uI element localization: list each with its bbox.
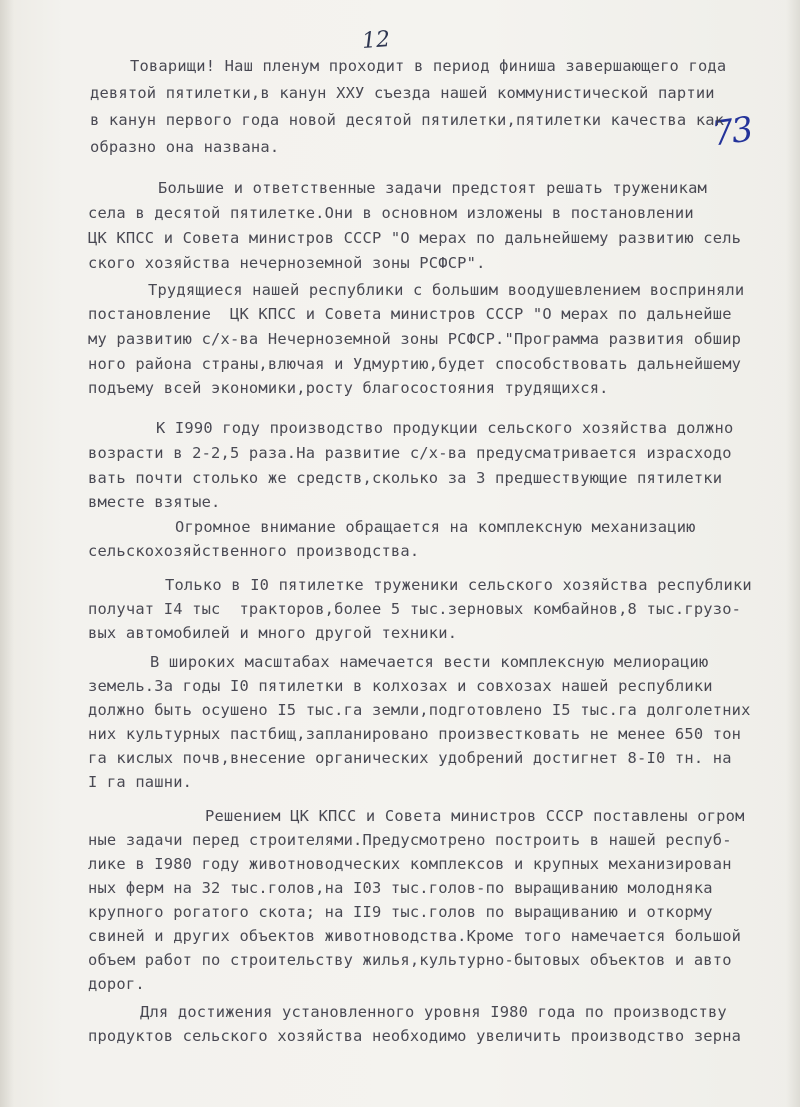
text-line: получат I4 тыс тракторов,более 5 тыс.зерновых комбайнов,8 тыс.грузо- <box>88 600 742 618</box>
text-line: объем работ по строительству жилья,культурно-бытовых объектов и авто <box>88 951 732 969</box>
text-line: земель.За годы I0 пятилетки в колхозах и совхозах нашей республики <box>88 677 713 695</box>
text-line: дорог. <box>88 975 145 993</box>
text-line: I га пашни. <box>88 773 193 791</box>
text-line: них культурных пастбищ,запланировано произвестковать не менее 650 тон <box>88 725 742 743</box>
text-line: Товарищи! Наш пленум проходит в период финиша завершающего года <box>130 57 727 75</box>
text-line: ЦК КПСС и Совета министров СССР "О мерах по дальнейшему развитию сель <box>88 229 742 247</box>
text-line: ского хозяйства нечерноземной зоны РСФСР". <box>88 254 486 272</box>
text-line: крупного рогатого скота; на II9 тыс.голов по выращиванию и откорму <box>88 903 713 921</box>
text-line: К I990 году производство продукции сельского хозяйства должно <box>156 419 734 437</box>
text-line: подъему всей экономики,росту благосостояния трудящихся. <box>88 379 609 397</box>
left-edge-shadow <box>0 0 14 1107</box>
text-line: возрасти в 2-2,5 раза.На развитие с/х-ва предусматривается израсходо <box>88 444 732 462</box>
text-line: Большие и ответственные задачи предстоят решать труженикам <box>158 179 708 197</box>
right-edge-shadow <box>786 0 800 1107</box>
page-number: 12 <box>361 27 391 54</box>
text-line: должно быть осушено I5 тыс.га земли,подготовлено I5 тыс.га долголетних <box>88 701 751 719</box>
text-line: му развитию с/х-ва Нечерноземной зоны РСФСР."Программа развития обшир <box>88 330 742 348</box>
text-line: Трудящиеся нашей республики с большим воодушевлением восприняли <box>148 281 745 299</box>
text-line: девятой пятилетки,в канун ХХУ съезда нашей коммунистической партии <box>90 84 715 102</box>
text-line: лике в I980 году животноводческих комплексов и крупных механизирован <box>88 855 732 873</box>
text-line: села в десятой пятилетке.Они в основном изложены в постановлении <box>88 204 694 222</box>
text-line: сельскохозяйственного производства. <box>88 542 420 560</box>
margin-handwritten-mark: 73 <box>709 109 754 155</box>
text-line: га кислых почв,внесение органических удобрений достигнет 8-I0 тн. на <box>88 749 732 767</box>
text-line: в канун первого года новой десятой пятилетки,пятилетки качества как <box>90 111 725 129</box>
text-line: постановление ЦК КПСС и Совета министров СССР "О мерах по дальнейше <box>88 305 732 323</box>
text-line: вать почти столько же средств,сколько за 3 предшествующие пятилетки <box>88 469 723 487</box>
text-line: Только в I0 пятилетке труженики сельского хозяйства республики <box>165 576 752 594</box>
text-line: ные задачи перед строителями.Предусмотрено построить в нашей респуб- <box>88 831 732 849</box>
text-line: продуктов сельского хозяйства необходимо увеличить производство зерна <box>88 1027 742 1045</box>
text-line: Огромное внимание обращается на комплексную механизацию <box>175 518 696 536</box>
text-line: вых автомобилей и много другой техники. <box>88 624 458 642</box>
text-line: свиней и других объектов животноводства.Кроме того намечается большой <box>88 927 742 945</box>
text-line: Решением ЦК КПСС и Совета министров СССР поставлены огром <box>205 807 745 825</box>
text-line: образно она названа. <box>90 138 280 156</box>
text-line: В широких масштабах намечается вести комплексную мелиорацию <box>150 653 709 671</box>
text-line: ных ферм на 32 тыс.голов,на I03 тыс.голов-по выращиванию молодняка <box>88 879 713 897</box>
text-line: вместе взятые. <box>88 493 221 511</box>
text-line: ного района страны,влючая и Удмуртию,будет способствовать дальнейшему <box>88 355 742 373</box>
text-line: Для достижения установленного уровня I980 года по производству <box>140 1003 727 1021</box>
